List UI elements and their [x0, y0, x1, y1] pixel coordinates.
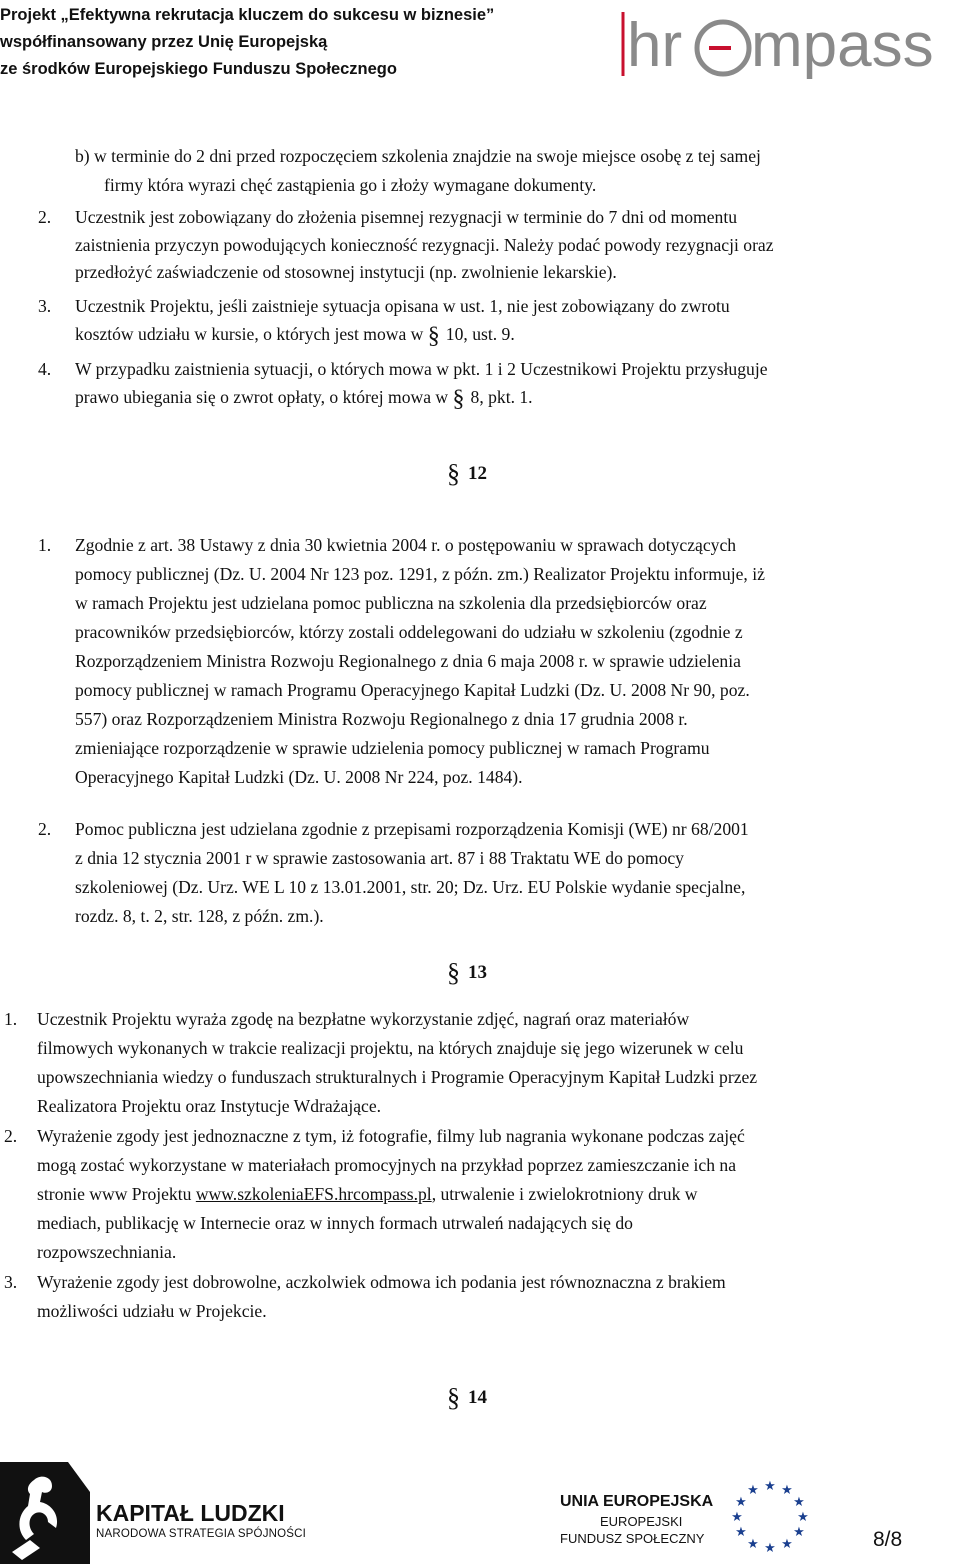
paragraph-line: przedłożyć zaświadczenie od stosownej instytucji (np. zwolnienie lekarskie). [75, 262, 617, 282]
section-heading-14 [447, 1380, 487, 1410]
svg-text:★: ★ [731, 1510, 743, 1525]
hrcompass-logo [605, 4, 960, 96]
section-number: 13 [468, 962, 487, 983]
paragraph-line: pomocy publicznej w ramach Programu Operacyjnego Kapitał Ludzki (Dz. U. 2008 Nr 90, poz. [75, 680, 750, 700]
paragraph-line: z dnia 12 stycznia 2001 r w sprawie zastosowania art. 87 i 88 Traktatu WE do pomocy [75, 848, 684, 868]
paragraph-b-line2: firmy która wyrazi chęć zastąpienia go i złoży wymagane dokumenty. [104, 175, 597, 195]
section-number: 12 [468, 463, 487, 484]
header-project-line: Projekt „Efektywna rekrutacja kluczem do sukcesu w biznesie” [0, 6, 495, 24]
item-number: 2. [4, 1126, 18, 1146]
paragraph-line [75, 319, 515, 349]
paragraph-12-2 [75, 815, 749, 931]
eu-fund-line1: EUROPEJSKI [600, 1514, 683, 1529]
svg-text:★: ★ [764, 1541, 776, 1556]
kapital-ludzki-title: KAPITAŁ LUDZKI [96, 1500, 285, 1526]
text-fragment: kosztów udziału w kursie, o których jest mowa w [75, 324, 428, 344]
document-header [0, 0, 540, 83]
paragraph-line: pomocy publicznej (Dz. U. 2004 Nr 123 poz. 1291, z późn. zm.) Realizator Projektu informuje, iż [75, 564, 765, 584]
section-number: 14 [468, 1387, 487, 1408]
section-sign: § [427, 323, 440, 349]
item-number: 1. [4, 1009, 18, 1029]
paragraph-line [37, 1180, 745, 1209]
page-number: 8/8 [873, 1528, 903, 1551]
paragraph-line: Pomoc publiczna jest udzielana zgodnie z przepisami rozporządzenia Komisji (WE) nr 68/2001 [75, 819, 749, 839]
paragraph-line: Wyrażenie zgody jest dobrowolne, aczkolwiek odmowa ich podania jest równoznaczna z brakiem [37, 1272, 726, 1292]
item-number: 1. [38, 535, 52, 555]
item-number: 2. [38, 819, 52, 839]
svg-text:★: ★ [797, 1510, 809, 1525]
section-sign: § [447, 1383, 460, 1412]
text-fragment: , utrwalenie i zwielokrotniony druk w [431, 1184, 698, 1204]
paragraph-13-1 [37, 1005, 757, 1121]
section-sign: § [447, 459, 460, 488]
paragraph-line: Uczestnik jest zobowiązany do złożenia pisemnej rezygnacji w terminie do 7 dni od momentu [75, 207, 738, 227]
section-sign: § [452, 386, 465, 412]
svg-text:★: ★ [747, 1537, 759, 1552]
eu-label: UNIA EUROPEJSKA [560, 1493, 714, 1510]
kapital-ludzki-emblem [0, 1462, 90, 1564]
svg-text:★: ★ [735, 1495, 747, 1510]
project-website-link[interactable]: www.szkoleniaEFS.hrcompass.pl [195, 1184, 432, 1204]
text-fragment: 10, ust. 9. [445, 324, 515, 344]
text-fragment: 8, pkt. 1. [470, 387, 533, 407]
paragraph-line: Operacyjnego Kapitał Ludzki (Dz. U. 2008 Nr 224, poz. 1484). [75, 767, 523, 787]
paragraph-line: filmowych wykonanych w trakcie realizacji projektu, na których znajduje się jego wizerunek w celu [37, 1038, 744, 1058]
paragraph-line: W przypadku zaistnienia sytuacji, o których mowa w pkt. 1 i 2 Uczestnikowi Projektu przysługuje [75, 359, 768, 379]
paragraph-13-2 [37, 1122, 745, 1267]
paragraph-line: mediach, publikację w Internecie oraz w innych formach utrwaleń nadających się do [37, 1213, 633, 1233]
svg-text:★: ★ [781, 1537, 793, 1552]
svg-text:★: ★ [764, 1479, 776, 1494]
paragraph-line: możliwości udziału w Projekcie. [37, 1301, 267, 1321]
item-number: 4. [38, 359, 52, 379]
paragraph-line: pracowników przedsiębiorców, którzy zostali oddelegowani do udziału w szkoleniu (zgodnie z [75, 622, 743, 642]
eu-flag [715, 1476, 825, 1556]
paragraph-line: upowszechniania wiedzy o funduszach strukturalnych i Programie Operacyjnym Kapitał Ludzki przez [37, 1067, 758, 1087]
paragraph-line: zmieniające rozporządzenie w sprawie udzielenia pomocy publicznej w ramach Programu [75, 738, 710, 758]
paragraph-line: zaistnienia przyczyn powodujących konieczność rezygnacji. Należy podać powody rezygnacji oraz [75, 235, 774, 255]
paragraph-line: Zgodnie z art. 38 Ustawy z dnia 30 kwietnia 2004 r. o postępowaniu w sprawach dotyczących [75, 535, 737, 555]
paragraph-12-1 [75, 531, 765, 792]
eu-fund-line2: FUNDUSZ SPOŁECZNY [560, 1531, 705, 1546]
item-number: 3. [38, 296, 52, 316]
paragraph-line: mogą zostać wykorzystane w materiałach promocyjnych na przykład poprzez zamieszczanie ich na [37, 1155, 737, 1175]
paragraph-line: rozdz. 8, t. 2, str. 128, z późn. zm.). [75, 906, 324, 926]
section-heading-13 [447, 955, 487, 985]
paragraph-line [75, 382, 533, 412]
paragraph-b-line1: b) w terminie do 2 dni przed rozpoczęciem szkolenia znajdzie na swoje miejsce osobę z tej samej [75, 146, 761, 166]
svg-text:hr: hr [627, 11, 683, 80]
svg-text:★: ★ [781, 1483, 793, 1498]
svg-text:★: ★ [747, 1483, 759, 1498]
kapital-ludzki-subtitle: NARODOWA STRATEGIA SPÓJNOŚCI [96, 1528, 307, 1540]
svg-text:mpass: mpass [751, 11, 934, 80]
paragraph-13-3 [37, 1268, 726, 1326]
svg-text:★: ★ [793, 1525, 805, 1540]
svg-text:★: ★ [793, 1495, 805, 1510]
text-fragment: stronie www Projektu [37, 1184, 196, 1204]
paragraph-line: szkoleniowej (Dz. Urz. WE L 10 z 13.01.2001, str. 20; Dz. Urz. EU Polskie wydanie specjalne, [75, 877, 746, 897]
paragraph-line: Wyrażenie zgody jest jednoznaczne z tym, iż fotografie, filmy lub nagrania wykonane podczas zajęć [37, 1126, 745, 1146]
item-number: 2. [38, 207, 52, 227]
svg-text:★: ★ [735, 1525, 747, 1540]
text-fragment: prawo ubiegania się o zwrot opłaty, o której mowa w [75, 387, 453, 407]
item-number: 3. [4, 1272, 18, 1292]
paragraph-line: Rozporządzeniem Ministra Rozwoju Regionalnego z dnia 6 maja 2008 r. w sprawie udzielenia [75, 651, 741, 671]
section-sign: § [447, 958, 460, 987]
paragraph-line: Realizatora Projektu oraz Instytucje Wdrażające. [37, 1096, 382, 1116]
header-fund-line: ze środków Europejskiego Funduszu Społecznego [0, 60, 397, 78]
paragraph-line: Uczestnik Projektu wyraża zgodę na bezpłatne wykorzystanie zdjęć, nagrań oraz materiałów [37, 1009, 690, 1029]
header-cofinancing-line: współfinansowany przez Unię Europejską [0, 33, 328, 51]
paragraph-line: rozpowszechniania. [37, 1242, 177, 1262]
section-heading-12 [447, 456, 487, 486]
paragraph-line: w ramach Projektu jest udzielana pomoc publiczna na szkolenia dla przedsiębiorców oraz [75, 593, 707, 613]
paragraph-line: Uczestnik Projektu, jeśli zaistnieje sytuacja opisana w ust. 1, nie jest zobowiązany do zwrotu [75, 296, 730, 316]
paragraph-line: 557) oraz Rozporządzeniem Ministra Rozwoju Regionalnego z dnia 17 grudnia 2008 r. [75, 709, 688, 729]
